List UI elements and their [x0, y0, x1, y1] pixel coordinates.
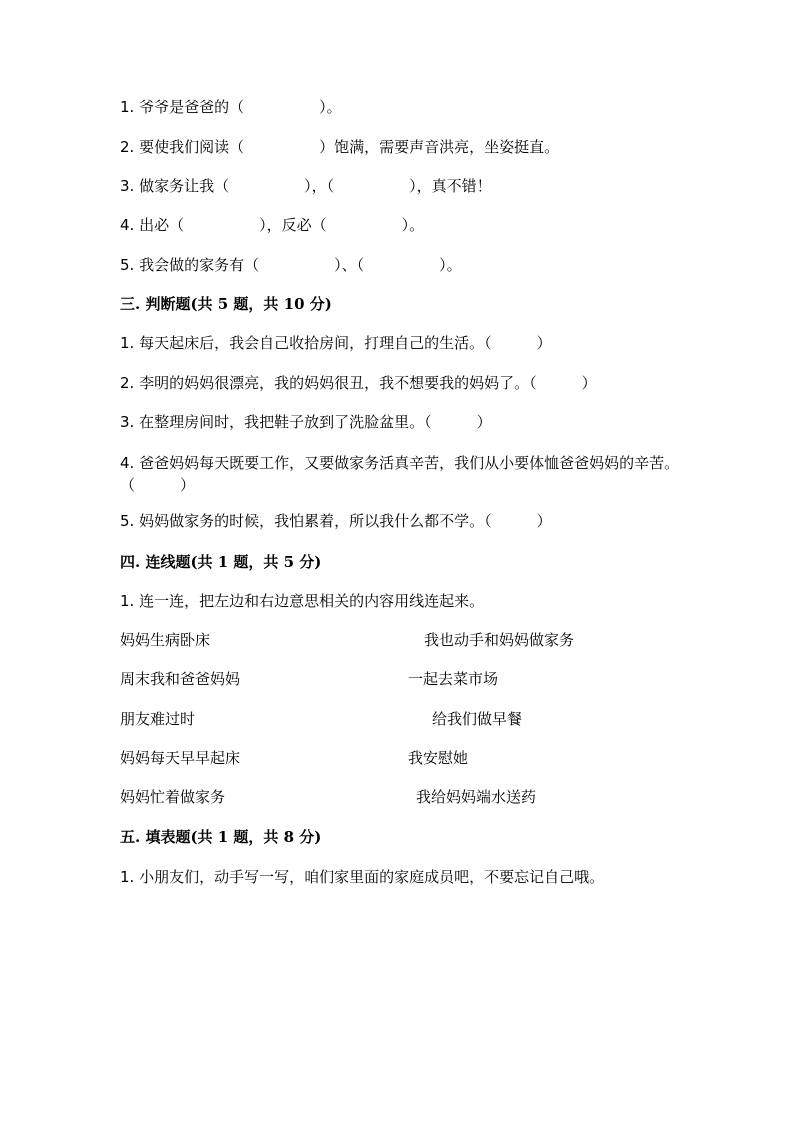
judge-item-5: 5. 妈妈做家务的时候，我怕累着，所以我什么都不学。（ ） — [120, 512, 552, 530]
judge-item-3: 3. 在整理房间时，我把鞋子放到了洗脸盆里。（ ） — [120, 413, 492, 431]
match-question: 1. 连一连，把左边和右边意思相关的内容用线连起来。 — [120, 592, 485, 610]
judge-heading: 三. 判断题(共 5 题，共 10 分) — [120, 295, 332, 313]
match-left-item-4: 妈妈每天早早起床 — [120, 749, 241, 767]
match-left-item-2: 周末我和爸爸妈妈 — [120, 670, 241, 688]
table-question: 1. 小朋友们，动手写一写，咱们家里面的家庭成员吧，不要忘记自己哦。 — [120, 868, 605, 886]
judge-item-2: 2. 李明的妈妈很漂亮，我的妈妈很丑，我不想要我的妈妈了。（ ） — [120, 374, 597, 392]
fill-blank-item-1: 1. 爷爷是爸爸的（ ）。 — [120, 98, 342, 116]
judge-item-4: 4. 爸爸妈妈每天既要工作，又要做家务活真辛苦，我们从小要体恤爸爸妈妈的辛苦。（ ） — [120, 454, 680, 494]
table-heading: 五. 填表题(共 1 题，共 8 分) — [120, 828, 322, 846]
fill-blank-item-4: 4. 出必（ ），反必（ ）。 — [120, 216, 425, 234]
judge-item-1: 1. 每天起床后，我会自己收拾房间，打理自己的生活。（ ） — [120, 334, 552, 352]
match-right-item-3: 给我们做早餐 — [432, 710, 523, 728]
match-right-item-5: 我给妈妈端水送药 — [416, 788, 537, 806]
match-heading: 四. 连线题(共 1 题，共 5 分) — [120, 553, 322, 571]
match-left-item-1: 妈妈生病卧床 — [120, 631, 211, 649]
match-right-item-1: 我也动手和妈妈做家务 — [424, 631, 575, 649]
match-right-item-2: 一起去菜市场 — [408, 670, 499, 688]
fill-blank-item-5: 5. 我会做的家务有（ ）、（ ）。 — [120, 256, 462, 274]
fill-blank-item-3: 3. 做家务让我（ ），（ ），真不错！ — [120, 177, 492, 195]
match-left-item-5: 妈妈忙着做家务 — [120, 788, 226, 806]
match-left-item-3: 朋友难过时 — [120, 710, 196, 728]
fill-blank-item-2: 2. 要使我们阅读（ ）饱满，需要声音洪亮，坐姿挺直。 — [120, 138, 560, 156]
match-right-item-4: 我安慰她 — [408, 749, 469, 767]
